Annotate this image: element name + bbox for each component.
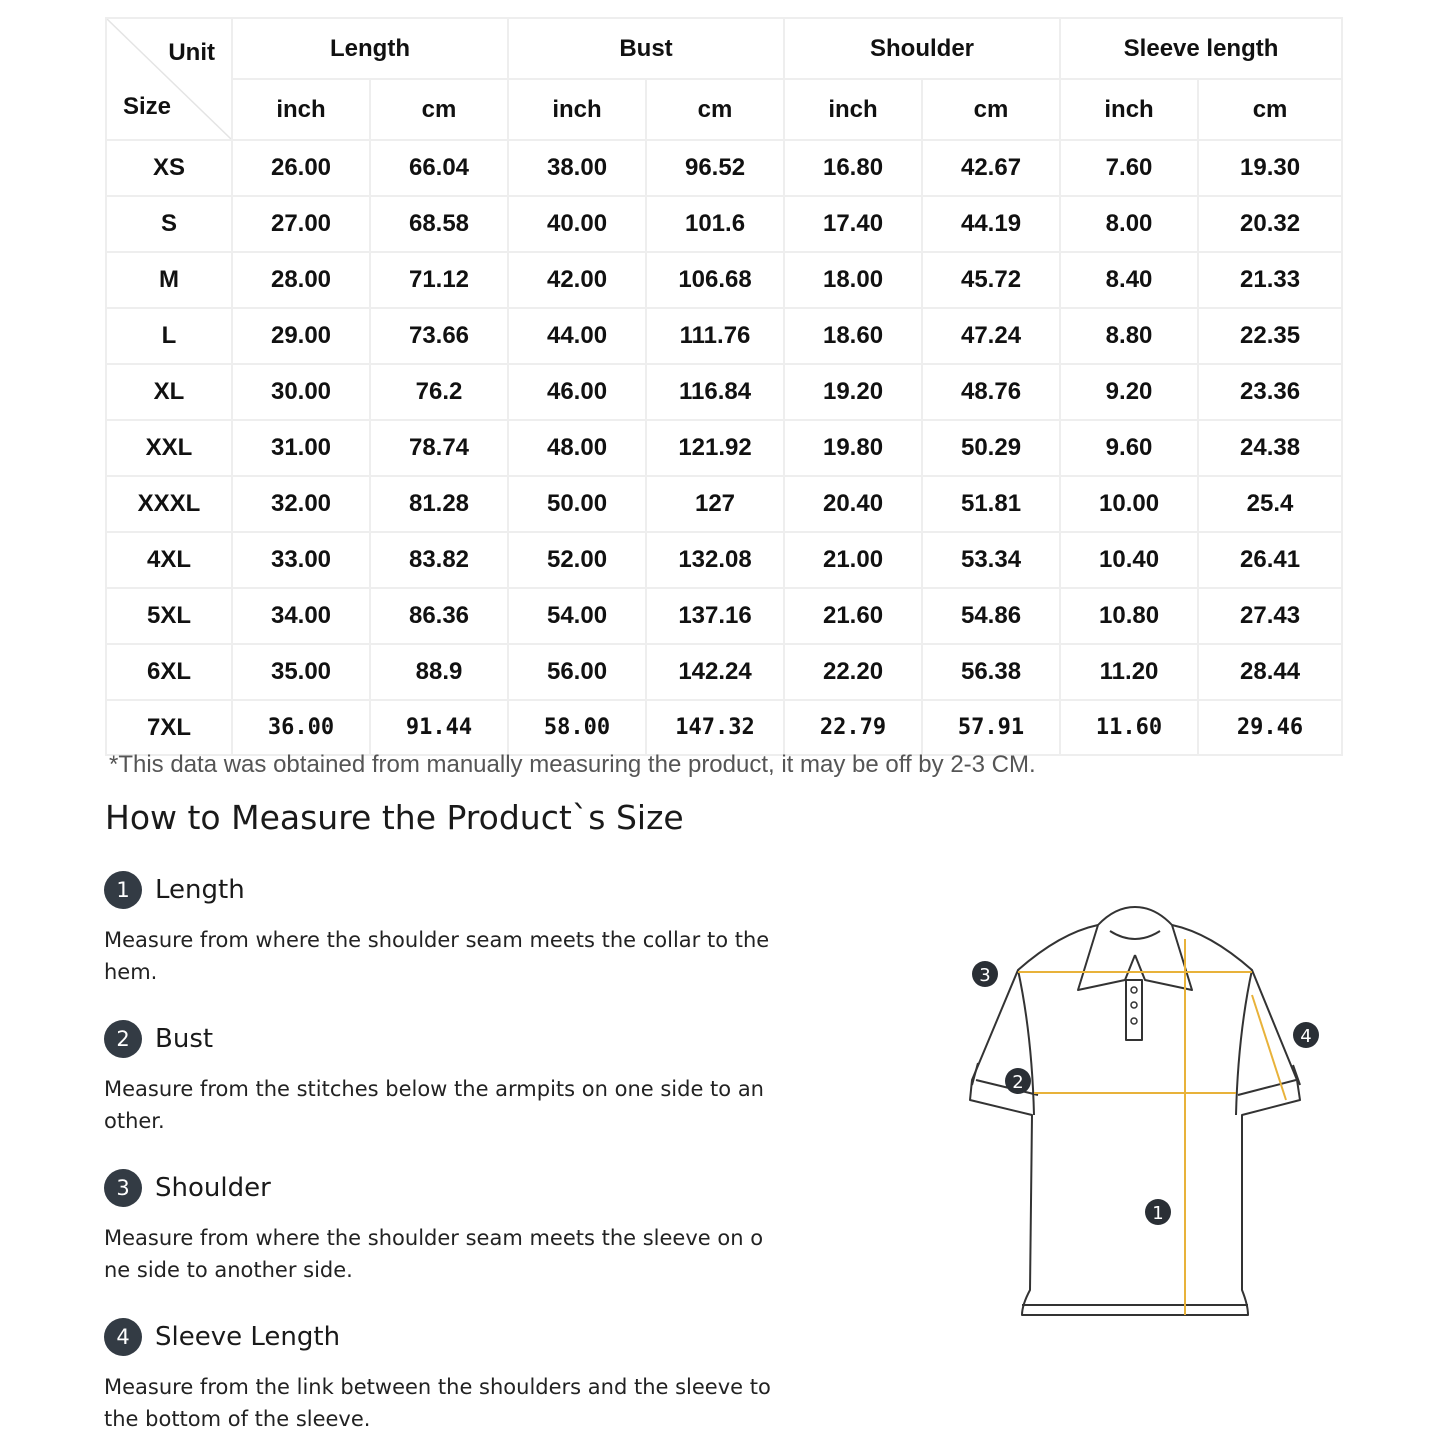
step-title: Shoulder — [155, 1173, 271, 1203]
group-header: Sleeve length — [1060, 18, 1342, 79]
step-title: Bust — [155, 1024, 214, 1054]
measurement-cell: 25.4 — [1198, 476, 1342, 532]
measurement-cell: 21.33 — [1198, 252, 1342, 308]
table-row — [106, 252, 1342, 308]
measurement-cell: 8.40 — [1060, 252, 1198, 308]
step-description: Measure from where the shoulder seam meets the sleeve on one side to another side. — [104, 1226, 764, 1282]
unit-header-row — [106, 79, 1342, 140]
table-row — [106, 420, 1342, 476]
measurement-cell: 46.00 — [508, 364, 646, 420]
size-label-cell: 4XL — [106, 532, 232, 588]
measurement-cell: 42.00 — [508, 252, 646, 308]
unit-header: cm — [646, 79, 784, 140]
step-length — [104, 871, 784, 988]
measurement-cell: 35.00 — [232, 644, 370, 700]
measurement-cell: 53.34 — [922, 532, 1060, 588]
svg-text:1: 1 — [1152, 1203, 1164, 1224]
corner-size-label: Size — [123, 93, 172, 120]
measurement-cell: 45.72 — [922, 252, 1060, 308]
measurement-cell: 27.43 — [1198, 588, 1342, 644]
measurement-cell: 132.08 — [646, 532, 784, 588]
measurement-cell: 29.00 — [232, 308, 370, 364]
measurement-cell: 83.82 — [370, 532, 508, 588]
measurement-cell: 19.30 — [1198, 140, 1342, 196]
marker-2 — [1005, 1068, 1031, 1094]
table-row — [106, 700, 1342, 755]
size-label-cell: XS — [106, 140, 232, 196]
size-label-cell: 5XL — [106, 588, 232, 644]
measurement-cell: 18.60 — [784, 308, 922, 364]
unit-header: cm — [922, 79, 1060, 140]
measurement-cell: 81.28 — [370, 476, 508, 532]
measurement-cell: 27.00 — [232, 196, 370, 252]
measurement-cell: 28.00 — [232, 252, 370, 308]
svg-text:4: 4 — [1300, 1026, 1312, 1047]
unit-header: inch — [508, 79, 646, 140]
marker-4 — [1293, 1022, 1319, 1048]
step-number-badge: 4 — [104, 1318, 142, 1356]
step-number-badge: 3 — [104, 1169, 142, 1207]
measurement-cell: 121.92 — [646, 420, 784, 476]
measurement-cell: 20.40 — [784, 476, 922, 532]
measurement-cell: 56.38 — [922, 644, 1060, 700]
measurement-cell: 10.40 — [1060, 532, 1198, 588]
measurement-cell: 50.00 — [508, 476, 646, 532]
measurement-cell: 10.00 — [1060, 476, 1198, 532]
size-label-cell: XXL — [106, 420, 232, 476]
measurement-cell: 101.6 — [646, 196, 784, 252]
measurement-cell: 58.00 — [508, 700, 646, 755]
step-number-badge: 2 — [104, 1020, 142, 1058]
measurement-lines — [1018, 939, 1286, 1315]
svg-text:2: 2 — [1012, 1072, 1024, 1093]
size-label-cell: S — [106, 196, 232, 252]
size-label-cell: M — [106, 252, 232, 308]
measurement-cell: 30.00 — [232, 364, 370, 420]
measurement-cell: 116.84 — [646, 364, 784, 420]
measurement-cell: 23.36 — [1198, 364, 1342, 420]
table-row — [106, 140, 1342, 196]
measurement-cell: 29.46 — [1198, 700, 1342, 755]
measurement-cell: 17.40 — [784, 196, 922, 252]
measurement-cell: 36.00 — [232, 700, 370, 755]
measurement-cell: 54.00 — [508, 588, 646, 644]
measurement-cell: 66.04 — [370, 140, 508, 196]
measurement-cell: 19.80 — [784, 420, 922, 476]
measurement-cell: 32.00 — [232, 476, 370, 532]
measurement-cell: 44.19 — [922, 196, 1060, 252]
table-row — [106, 308, 1342, 364]
table-row — [106, 532, 1342, 588]
measurement-cell: 16.80 — [784, 140, 922, 196]
step-description: Measure from where the shoulder seam meets the collar to the hem. — [104, 928, 770, 984]
measurement-cell: 22.79 — [784, 700, 922, 755]
size-label-cell: XL — [106, 364, 232, 420]
step-number-badge: 1 — [104, 871, 142, 909]
measurement-cell: 57.91 — [922, 700, 1060, 755]
svg-text:3: 3 — [979, 965, 991, 986]
unit-header: cm — [1198, 79, 1342, 140]
corner-cell — [106, 18, 232, 140]
measurement-cell: 38.00 — [508, 140, 646, 196]
measurement-cell: 78.74 — [370, 420, 508, 476]
size-label-cell: XXXL — [106, 476, 232, 532]
step-title: Sleeve Length — [155, 1322, 341, 1352]
measurement-cell: 68.58 — [370, 196, 508, 252]
measurement-cell: 34.00 — [232, 588, 370, 644]
measurement-cell: 31.00 — [232, 420, 370, 476]
measurement-cell: 42.67 — [922, 140, 1060, 196]
measurement-cell: 24.38 — [1198, 420, 1342, 476]
measurement-note: *This data was obtained from manually measuring the product, it may be off by 2-3 CM. — [109, 751, 1036, 778]
guide-title: How to Measure the Product`s Size — [105, 798, 684, 837]
table-row — [106, 196, 1342, 252]
measurement-cell: 96.52 — [646, 140, 784, 196]
measurement-cell: 127 — [646, 476, 784, 532]
measurement-cell: 76.2 — [370, 364, 508, 420]
measurement-cell: 48.00 — [508, 420, 646, 476]
measurement-cell: 50.29 — [922, 420, 1060, 476]
measurement-cell: 106.68 — [646, 252, 784, 308]
measurement-cell: 19.20 — [784, 364, 922, 420]
measurement-cell: 52.00 — [508, 532, 646, 588]
shirt-outline — [970, 907, 1300, 1315]
measurement-cell: 44.00 — [508, 308, 646, 364]
measurement-cell: 73.66 — [370, 308, 508, 364]
measurement-cell: 8.80 — [1060, 308, 1198, 364]
measurement-cell: 142.24 — [646, 644, 784, 700]
size-label-cell: 6XL — [106, 644, 232, 700]
table-row — [106, 588, 1342, 644]
step-description: Measure from the link between the shoulders and the sleeve to the bottom of the sleeve. — [104, 1375, 771, 1431]
measurement-cell: 26.00 — [232, 140, 370, 196]
table-row — [106, 364, 1342, 420]
measurement-cell: 51.81 — [922, 476, 1060, 532]
measurement-cell: 147.32 — [646, 700, 784, 755]
measurement-cell: 11.20 — [1060, 644, 1198, 700]
corner-diagonal — [107, 19, 231, 139]
measurement-cell: 88.9 — [370, 644, 508, 700]
corner-unit-label: Unit — [168, 39, 215, 66]
unit-header: inch — [784, 79, 922, 140]
unit-header: inch — [1060, 79, 1198, 140]
measurement-cell: 54.86 — [922, 588, 1060, 644]
step-sleeve-length — [104, 1318, 784, 1435]
size-chart-table — [105, 17, 1343, 756]
measurement-cell: 9.60 — [1060, 420, 1198, 476]
size-label-cell: L — [106, 308, 232, 364]
table-row — [106, 476, 1342, 532]
measurement-cell: 11.60 — [1060, 700, 1198, 755]
table-header-row — [106, 18, 1342, 79]
marker-3 — [972, 961, 998, 987]
measurement-cell: 20.32 — [1198, 196, 1342, 252]
placket-buttons — [1131, 987, 1137, 1024]
group-header: Bust — [508, 18, 784, 79]
measurement-cell: 18.00 — [784, 252, 922, 308]
measurement-cell: 111.76 — [646, 308, 784, 364]
measurement-cell: 71.12 — [370, 252, 508, 308]
measurement-cell: 26.41 — [1198, 532, 1342, 588]
measurement-cell: 137.16 — [646, 588, 784, 644]
measurement-cell: 86.36 — [370, 588, 508, 644]
measurement-cell: 56.00 — [508, 644, 646, 700]
measurement-cell: 8.00 — [1060, 196, 1198, 252]
step-title: Length — [155, 875, 245, 905]
unit-header: inch — [232, 79, 370, 140]
measurement-cell: 21.00 — [784, 532, 922, 588]
measurement-cell: 22.35 — [1198, 308, 1342, 364]
polo-shirt-diagram — [960, 895, 1320, 1325]
measurement-cell: 21.60 — [784, 588, 922, 644]
step-bust — [104, 1020, 784, 1137]
step-shoulder — [104, 1169, 784, 1286]
step-description: Measure from the stitches below the armpits on one side to another. — [104, 1077, 764, 1133]
unit-header: cm — [370, 79, 508, 140]
group-header: Shoulder — [784, 18, 1060, 79]
measurement-cell: 91.44 — [370, 700, 508, 755]
group-header: Length — [232, 18, 508, 79]
marker-1 — [1145, 1199, 1171, 1225]
measurement-cell: 28.44 — [1198, 644, 1342, 700]
measurement-cell: 48.76 — [922, 364, 1060, 420]
size-label-cell: 7XL — [106, 700, 232, 755]
measurement-cell: 22.20 — [784, 644, 922, 700]
measurement-cell: 33.00 — [232, 532, 370, 588]
size-rows — [106, 140, 1342, 755]
measurement-cell: 10.80 — [1060, 588, 1198, 644]
measurement-cell: 40.00 — [508, 196, 646, 252]
measurement-cell: 47.24 — [922, 308, 1060, 364]
measurement-cell: 7.60 — [1060, 140, 1198, 196]
measurement-cell: 9.20 — [1060, 364, 1198, 420]
table-row — [106, 644, 1342, 700]
